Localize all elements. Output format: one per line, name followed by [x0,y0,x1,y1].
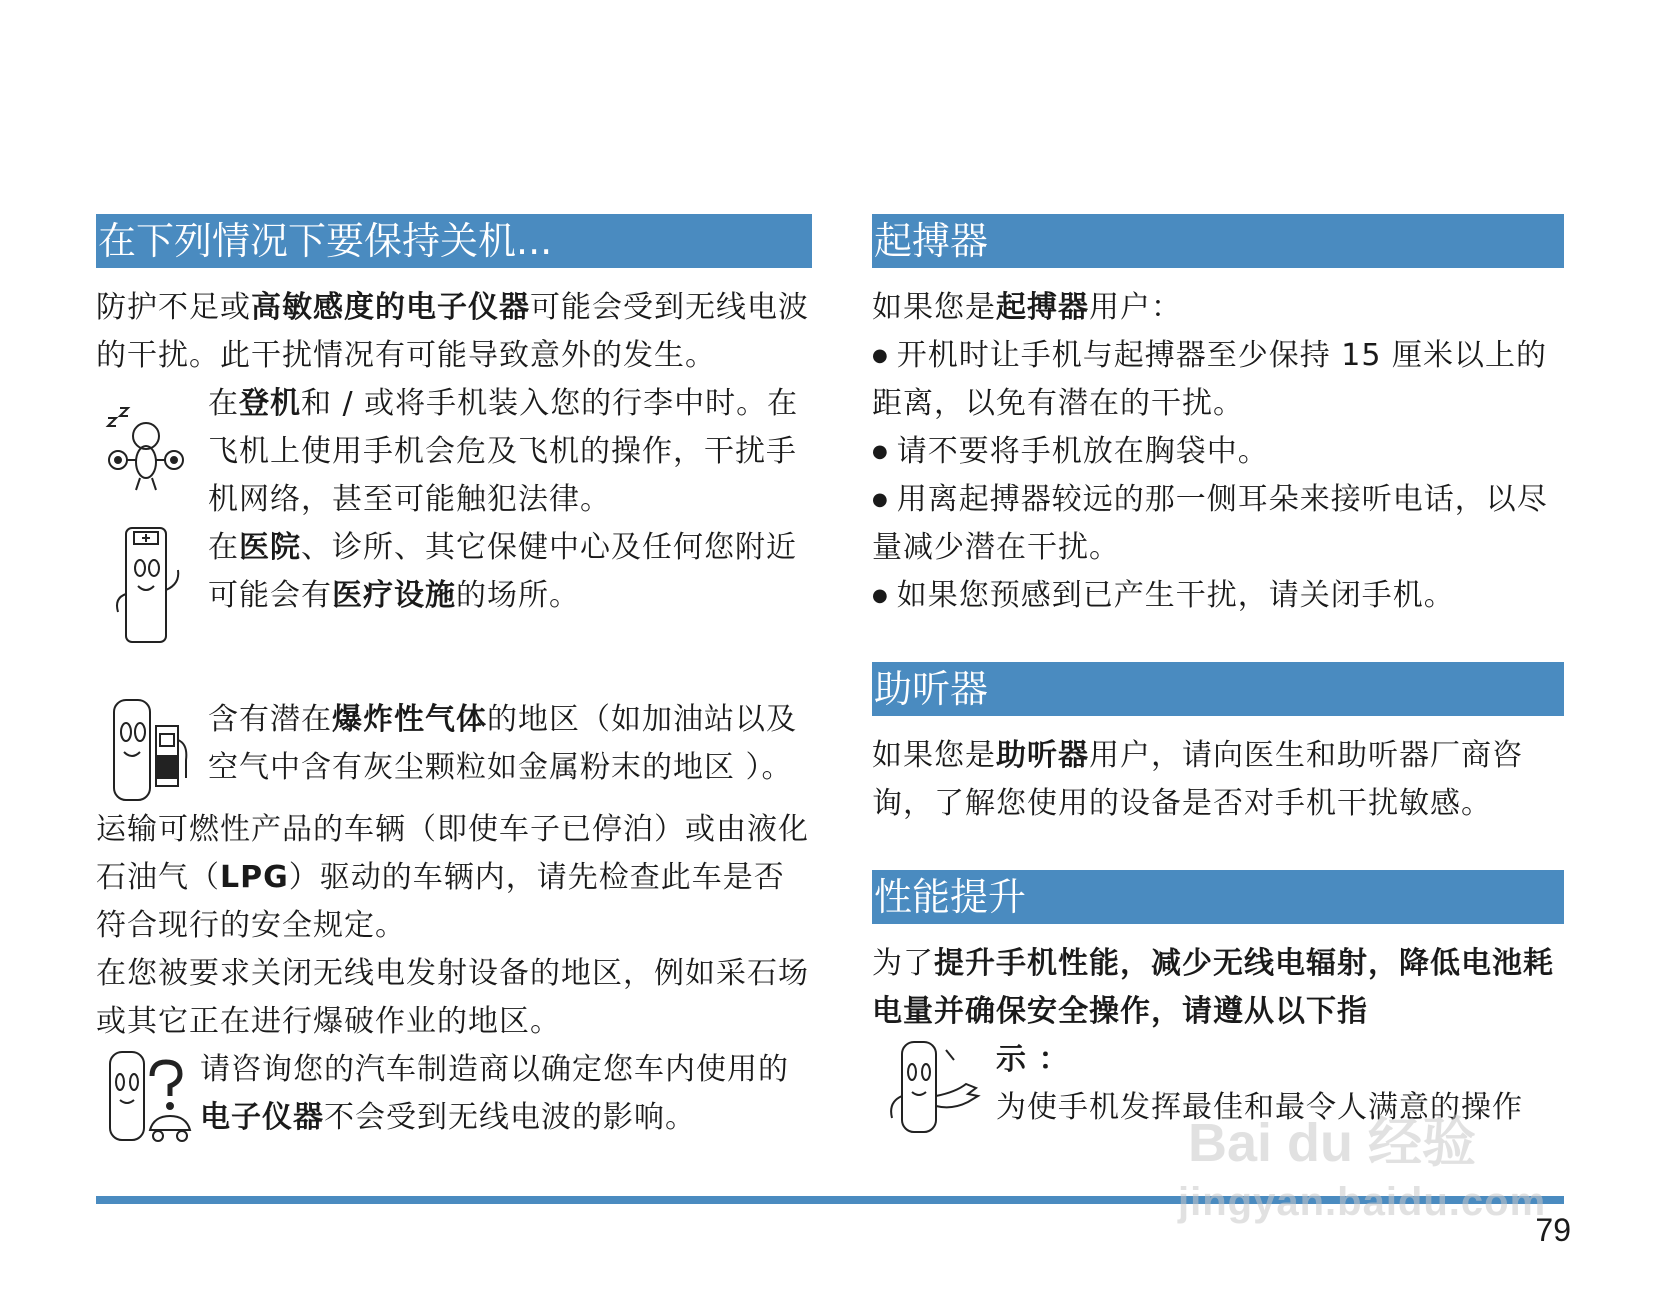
text-run: 提升手机性能，减少无线电辐射，降低电池耗电量并确保安全操作，请遵从以下指 [872,946,1554,1029]
explosive-paragraph [208,696,812,792]
text-run: 在您被要求关闭无线电发射设备的地区，例如采石场或其它正在进行爆破作业的地区。 [96,956,809,1039]
left-column [96,214,812,1146]
text-run: 电子仪器 [200,1100,324,1135]
text-run: 如果您是 [872,290,996,325]
text-run: 的地区（如加油站以及空气中含有灰尘颗粒如金属粉末的地区 ）。 [208,702,797,785]
text-run: 、诊所、其它保健中心及任何您附近可能会有 [208,530,797,613]
section-heading-keep-off: 在下列情况下要保持关机... [96,214,812,268]
nurse-phone-icon [96,524,208,648]
performance-paragraph: 为使手机发挥最佳和最令人满意的操作 [996,1090,1523,1125]
baidu-watermark [1178,1100,1564,1240]
sleeping-airplane-phone-icon [96,390,208,500]
text-run: 起搏器 [996,290,1089,325]
fuel-pump-phone-icon [96,696,208,806]
pacemaker-bullet: ● 如果您预感到已产生干扰，请关闭手机。 [872,572,1564,620]
text-run: 和 / 或将手机装入您的行李中时。在飞机上使用手机会危及飞机的操作，干扰手机网络，甚至可能触犯法律。 [208,386,799,517]
pacemaker-bullet: ● 请不要将手机放在胸袋中。 [872,428,1564,476]
section-heading-hearing-aid: 助听器 [872,662,1564,716]
watermark-logo: Bai du 经验 [1188,1113,1477,1173]
pointing-phone-icon [872,1036,996,1140]
text-run: 不会受到无线电波的影响。 [324,1100,696,1135]
text-run: 如果您是 [872,738,996,773]
text-run: 防护不足或 [96,290,251,325]
text-run: 请咨询您的汽车制造商以确定您车内使用的 [200,1052,789,1087]
watermark-url: jingyan.baidu.com [1178,1180,1547,1224]
text-run: 助听器 [996,738,1089,773]
text-run: 医疗设施 [332,578,456,613]
text-run: 为了 [872,946,934,981]
text-run: LPG [220,860,289,895]
hearing-aid-paragraph [872,732,1564,828]
text-run: 含有潜在 [208,702,332,737]
text-run: 在 [208,530,239,565]
text-run: 登机 [239,386,301,421]
page-number: 79 [1535,1212,1571,1248]
hospital-paragraph [208,524,812,620]
vehicle-paragraph [96,806,812,950]
flight-paragraph [208,380,812,524]
pacemaker-bullet: ● 用离起搏器较远的那一侧耳朵来接听电话，以尽量减少潜在干扰。 [872,476,1564,572]
text-run: 的场所。 [456,578,580,613]
text-run: 运输可燃性产品的车辆（即使车子已停泊）或由液化石油气（ [96,812,809,895]
intro-paragraph [96,284,812,380]
pacemaker-intro [872,284,1564,332]
text-run: 用户，请向医生和助听器厂商咨询，了解您使用的设备是否对手机干扰敏感。 [872,738,1523,821]
text-run: 用户： [1089,290,1182,325]
performance-tail: 示 ： [996,1042,1070,1077]
section-heading-performance: 性能提升 [872,870,1564,924]
text-run: 在 [208,386,239,421]
right-column [872,214,1564,1140]
question-car-phone-icon [96,1046,200,1146]
pacemaker-bullet: ● 开机时让手机与起搏器至少保持 15 厘米以上的距离，以免有潜在的干扰。 [872,332,1564,428]
section-heading-pacemaker: 起搏器 [872,214,1564,268]
text-run: 高敏感度的电子仪器 [251,290,530,325]
text-run: 爆炸性气体 [332,702,487,737]
text-run: 可能会受到无线电波的干扰。此干扰情况有可能导致意外的发生。 [96,290,809,373]
car-paragraph [200,1046,812,1142]
blasting-paragraph [96,950,812,1046]
text-run: ）驱动的车辆内，请先检查此车是否符合现行的安全规定。 [96,860,785,943]
performance-intro [872,940,1564,1036]
text-run: 医院 [239,530,301,565]
